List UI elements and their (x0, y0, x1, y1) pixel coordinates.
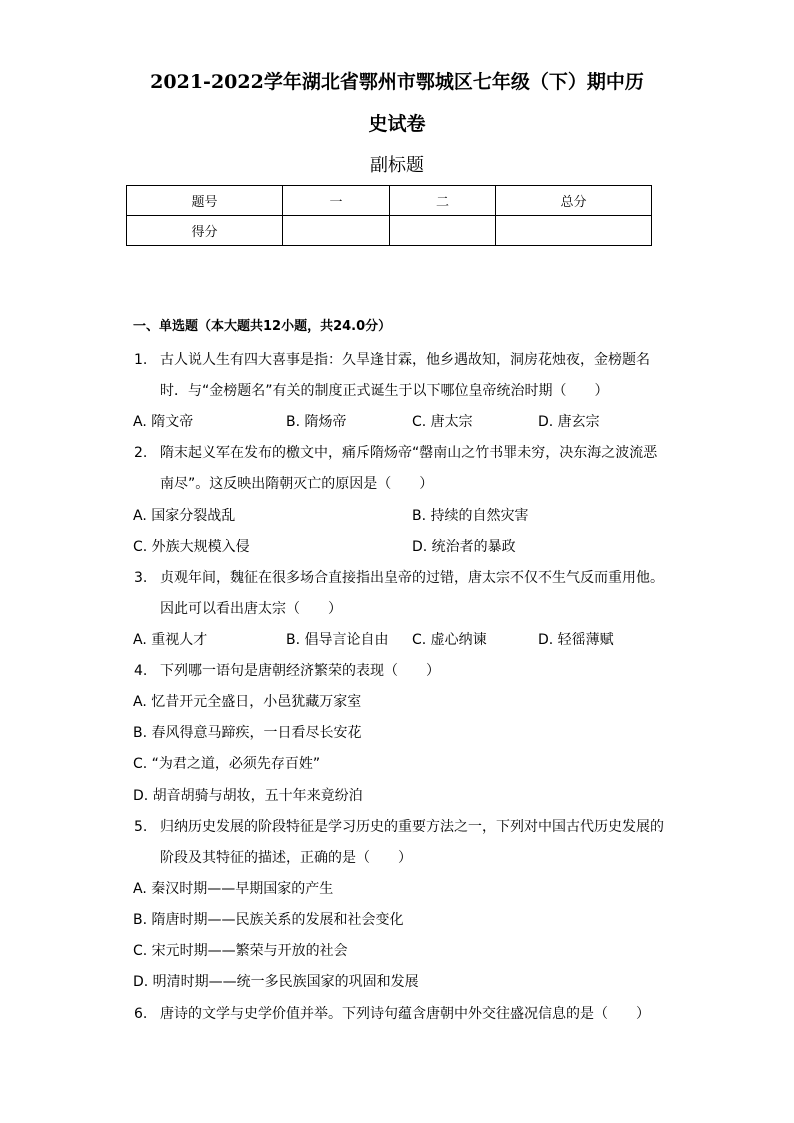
answer-option[interactable]: C. 唐太宗 (412, 414, 473, 430)
question-text-line: 时．与“金榜题名”有关的制度正式诞生于以下哪位皇帝统治时期（ ） (160, 383, 609, 399)
question-text-line: 隋末起义军在发布的檄文中，痛斥隋炀帝“罄南山之竹书罪未穷，决东海之波流恶 (160, 445, 658, 461)
answer-option[interactable]: B. 倡导言论自由 (286, 632, 389, 648)
answer-option[interactable]: C. “为君之道，必须先存百姓” (133, 756, 321, 772)
answer-option[interactable]: A. 国家分裂战乱 (133, 508, 236, 524)
score-table (126, 185, 652, 246)
answer-option[interactable]: A. 秦汉时期——早期国家的产生 (133, 881, 334, 897)
question-number: 6. (134, 1006, 148, 1022)
score-input-cell[interactable] (390, 216, 496, 246)
answer-option[interactable]: A. 忆昔开元全盛日，小邑犹藏万家室 (133, 694, 362, 710)
answer-option[interactable]: D. 轻徭薄赋 (538, 632, 614, 648)
score-table-header-row (127, 186, 652, 216)
question-text-line: 贞观年间，魏征在很多场合直接指出皇帝的过错，唐太宗不仅不生气反而重用他。 (160, 570, 664, 586)
score-header-cell: 一 (283, 186, 390, 216)
exam-title-line-2: 史试卷 (368, 113, 426, 135)
question-text-line: 古人说人生有四大喜事是指：久旱逢甘霖，他乡遇故知，洞房花烛夜，金榜题名 (160, 352, 650, 368)
answer-option[interactable]: B. 持续的自然灾害 (412, 508, 529, 524)
question-text-line: 归纳历史发展的阶段特征是学习历史的重要方法之一，下列对中国古代历史发展的 (160, 819, 664, 835)
score-header-cell: 总分 (496, 186, 652, 216)
question-text-line: 阶段及其特征的描述，正确的是（ ） (160, 850, 412, 866)
answer-option[interactable]: C. 宋元时期——繁荣与开放的社会 (133, 943, 348, 959)
answer-option[interactable]: A. 重视人才 (133, 632, 208, 648)
question-number: 4. (134, 663, 148, 679)
score-row-label: 得分 (127, 216, 283, 246)
question-number: 1. (134, 352, 148, 368)
answer-option[interactable]: B. 隋炀帝 (286, 414, 347, 430)
exam-subtitle: 副标题 (370, 155, 424, 176)
section-heading: 一、单选题（本大题共12小题，共24.0分） (133, 319, 392, 334)
question-text-line: 下列哪一语句是唐朝经济繁荣的表现（ ） (160, 663, 440, 679)
question-text-line: 因此可以看出唐太宗（ ） (160, 601, 342, 617)
answer-option[interactable]: B. 隋唐时期——民族关系的发展和社会变化 (133, 912, 404, 928)
score-input-cell[interactable] (283, 216, 390, 246)
answer-option[interactable]: D. 明清时期——统一多民族国家的巩固和发展 (133, 974, 419, 990)
answer-option[interactable]: C. 虚心纳谏 (412, 632, 487, 648)
score-input-cell[interactable] (496, 216, 652, 246)
score-header-cell: 题号 (127, 186, 283, 216)
answer-option[interactable]: B. 春风得意马蹄疾，一日看尽长安花 (133, 725, 362, 741)
question-number: 2. (134, 445, 148, 461)
answer-option[interactable]: C. 外族大规模入侵 (133, 539, 250, 555)
answer-option[interactable]: D. 胡音胡骑与胡妆，五十年来竟纷泊 (133, 788, 363, 804)
answer-option[interactable]: D. 统治者的暴政 (412, 539, 516, 555)
question-text-line: 唐诗的文学与史学价值并举。下列诗句蕴含唐朝中外交往盛况信息的是（ ） (160, 1006, 650, 1022)
answer-option[interactable]: D. 唐玄宗 (538, 414, 600, 430)
question-text-line: 南尽”。这反映出隋朝灭亡的原因是（ ） (160, 476, 434, 492)
question-number: 5. (134, 819, 148, 835)
score-table-row (127, 216, 652, 246)
exam-title-line-1: 2021-2022学年湖北省鄂州市鄂城区七年级（下）期中历 (150, 71, 644, 93)
answer-option[interactable]: A. 隋文帝 (133, 414, 194, 430)
question-number: 3. (134, 570, 148, 586)
score-header-cell: 二 (390, 186, 496, 216)
